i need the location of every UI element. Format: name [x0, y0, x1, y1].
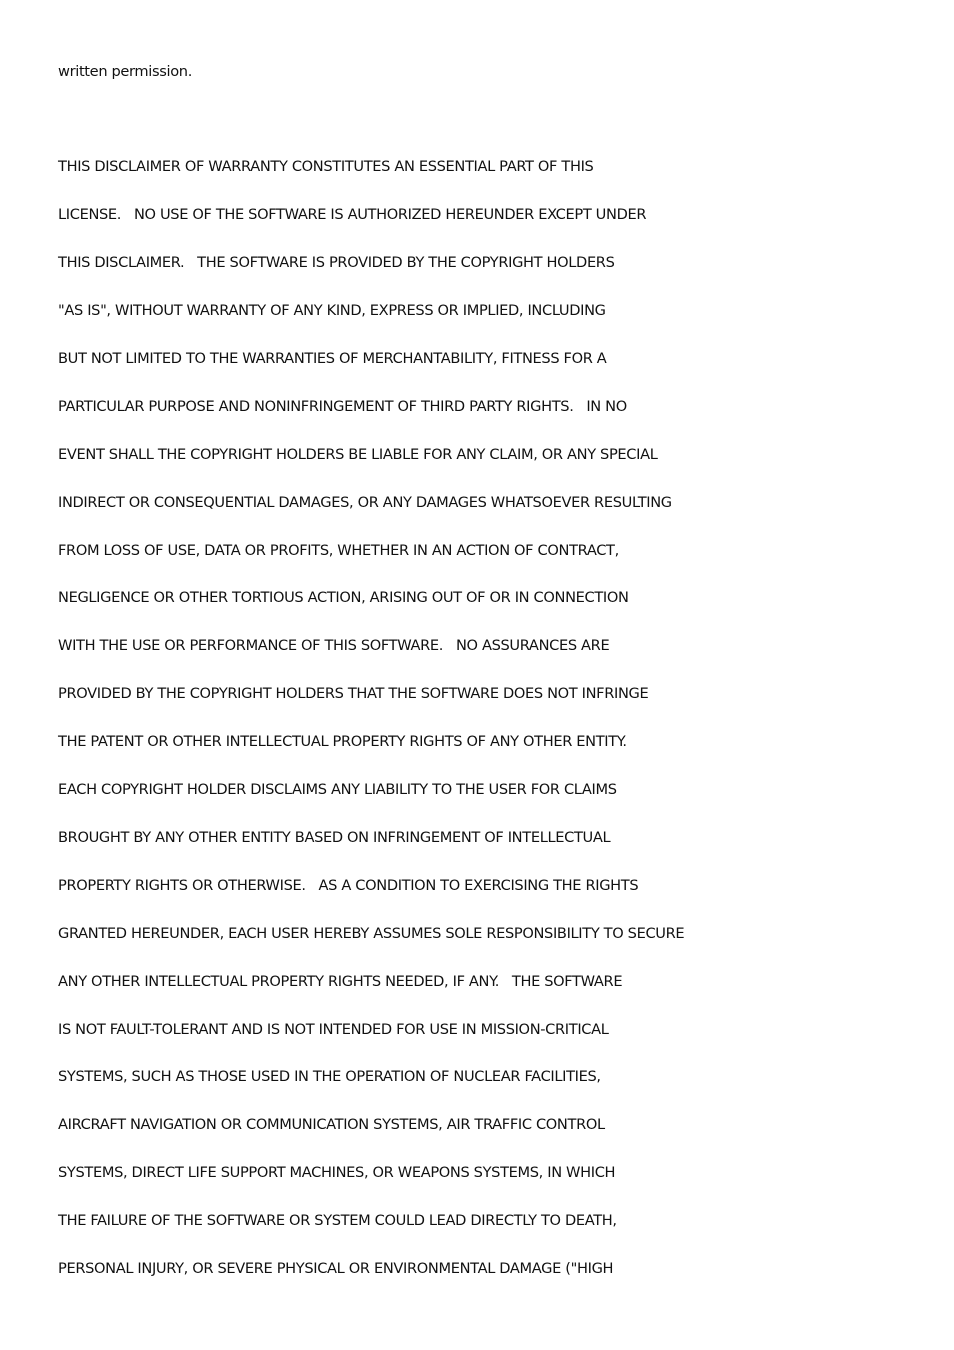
- paragraph-line: PROPERTY RIGHTS OR OTHERWISE. AS A CONDITION TO EXERCISING THE RIGHTS: [58, 877, 639, 894]
- paragraph-line: EACH COPYRIGHT HOLDER DISCLAIMS ANY LIABILITY TO THE USER FOR CLAIMS: [58, 781, 617, 798]
- paragraph-line: PERSONAL INJURY, OR SEVERE PHYSICAL OR ENVIRONMENTAL DAMAGE ("HIGH: [58, 1260, 614, 1277]
- intro-line: written permission.: [58, 63, 192, 80]
- paragraph-line: NEGLIGENCE OR OTHER TORTIOUS ACTION, ARISING OUT OF OR IN CONNECTION: [58, 589, 629, 606]
- paragraph-line: IS NOT FAULT-TOLERANT AND IS NOT INTENDED FOR USE IN MISSION-CRITICAL: [58, 1021, 609, 1038]
- paragraph-line: FROM LOSS OF USE, DATA OR PROFITS, WHETHER IN AN ACTION OF CONTRACT,: [58, 542, 619, 559]
- paragraph-line: SYSTEMS, SUCH AS THOSE USED IN THE OPERATION OF NUCLEAR FACILITIES,: [58, 1068, 601, 1085]
- paragraph-line: BUT NOT LIMITED TO THE WARRANTIES OF MERCHANTABILITY, FITNESS FOR A: [58, 350, 607, 367]
- paragraph-line: AIRCRAFT NAVIGATION OR COMMUNICATION SYSTEMS, AIR TRAFFIC CONTROL: [58, 1116, 605, 1133]
- paragraph-line: PROVIDED BY THE COPYRIGHT HOLDERS THAT THE SOFTWARE DOES NOT INFRINGE: [58, 685, 649, 702]
- paragraph-line: THE FAILURE OF THE SOFTWARE OR SYSTEM COULD LEAD DIRECTLY TO DEATH,: [58, 1212, 617, 1229]
- paragraph-line: THIS DISCLAIMER. THE SOFTWARE IS PROVIDED BY THE COPYRIGHT HOLDERS: [58, 254, 615, 271]
- paragraph-line: INDIRECT OR CONSEQUENTIAL DAMAGES, OR ANY DAMAGES WHATSOEVER RESULTING: [58, 494, 672, 511]
- paragraph-line: SYSTEMS, DIRECT LIFE SUPPORT MACHINES, OR WEAPONS SYSTEMS, IN WHICH: [58, 1164, 616, 1181]
- paragraph-line: "AS IS", WITHOUT WARRANTY OF ANY KIND, EXPRESS OR IMPLIED, INCLUDING: [58, 302, 606, 319]
- paragraph-line: GRANTED HEREUNDER, EACH USER HEREBY ASSUMES SOLE RESPONSIBILITY TO SECURE: [58, 925, 685, 942]
- paragraph-line: WITH THE USE OR PERFORMANCE OF THIS SOFTWARE. NO ASSURANCES ARE: [58, 637, 610, 654]
- paragraph-line: THE PATENT OR OTHER INTELLECTUAL PROPERTY RIGHTS OF ANY OTHER ENTITY.: [58, 733, 627, 750]
- paragraph-line: PARTICULAR PURPOSE AND NONINFRINGEMENT OF THIRD PARTY RIGHTS. IN NO: [58, 398, 627, 415]
- paragraph-line: EVENT SHALL THE COPYRIGHT HOLDERS BE LIABLE FOR ANY CLAIM, OR ANY SPECIAL: [58, 446, 658, 463]
- paragraph-line: LICENSE. NO USE OF THE SOFTWARE IS AUTHORIZED HEREUNDER EXCEPT UNDER: [58, 206, 647, 223]
- paragraph-line: ANY OTHER INTELLECTUAL PROPERTY RIGHTS NEEDED, IF ANY. THE SOFTWARE: [58, 973, 623, 990]
- paragraph-line: THIS DISCLAIMER OF WARRANTY CONSTITUTES AN ESSENTIAL PART OF THIS: [58, 158, 594, 175]
- paragraph-line: BROUGHT BY ANY OTHER ENTITY BASED ON INFRINGEMENT OF INTELLECTUAL: [58, 829, 611, 846]
